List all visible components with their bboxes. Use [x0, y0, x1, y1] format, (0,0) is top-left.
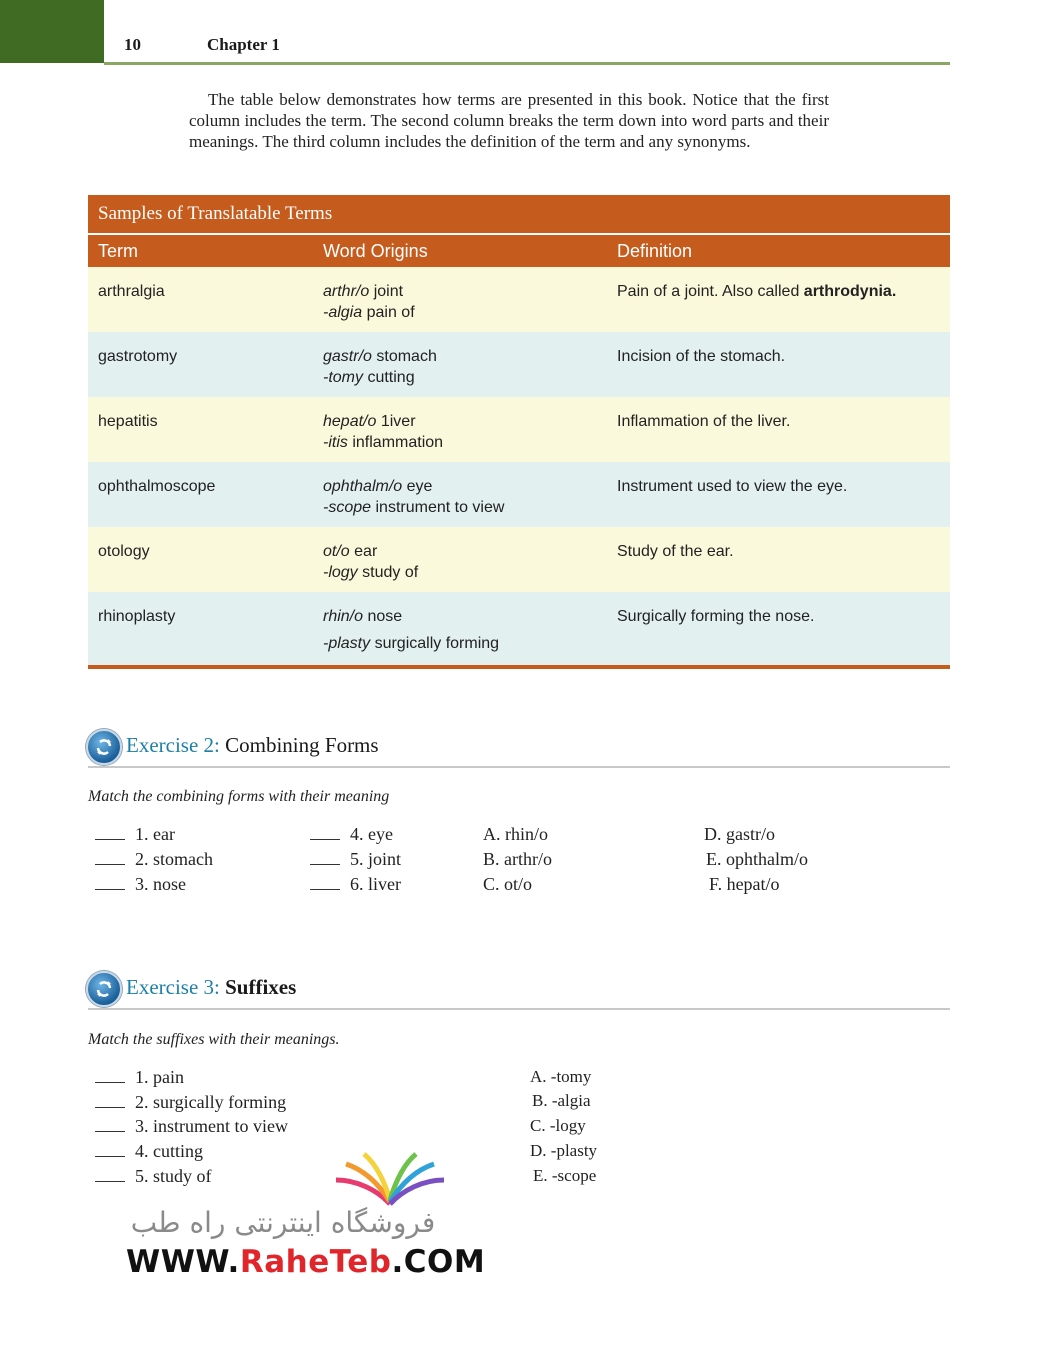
exercise-3-item — [95, 1141, 203, 1162]
combining-form: gastr/o — [323, 348, 372, 365]
table-title: Samples of Translatable Terms — [88, 195, 950, 233]
combining-form: rhin/o — [323, 608, 364, 625]
exercise-3-item — [95, 1116, 288, 1137]
exercise-3-rule — [88, 1008, 950, 1010]
suffix-meaning: pain of — [366, 304, 415, 321]
exercise-3-item — [95, 1092, 286, 1113]
root-meaning: joint — [373, 283, 404, 300]
origins-cell — [312, 606, 607, 665]
suffix-meaning: inflammation — [352, 434, 444, 451]
origins-cell — [312, 281, 607, 332]
suffix: -algia — [323, 304, 363, 321]
answer-blank[interactable] — [95, 1082, 125, 1083]
exercise-2-option: A. rhin/o — [483, 824, 548, 844]
exercise-3-instruction: Match the suffixes with their meanings. — [88, 1031, 340, 1048]
header-rule — [104, 62, 950, 65]
exercise-name: Combining Forms — [225, 733, 379, 757]
term-cell: rhinoplasty — [98, 608, 176, 625]
exercise-2-rule — [88, 766, 950, 768]
item-text: 6. liver — [350, 874, 401, 894]
definition-cell: Incision of the stomach. — [617, 348, 786, 365]
table-row — [88, 462, 950, 527]
definition-cell: Study of the ear. — [617, 543, 734, 560]
item-text: 1. pain — [135, 1067, 184, 1087]
root-meaning: nose — [367, 608, 403, 625]
answer-blank[interactable] — [310, 889, 340, 890]
root-meaning: 1iver — [380, 413, 416, 430]
exercise-3-option: A. -tomy — [530, 1067, 592, 1086]
exercise-3-option: C. -logy — [530, 1116, 586, 1135]
table-row — [88, 397, 950, 462]
item-text: 4. cutting — [135, 1141, 203, 1161]
header-term: Term — [98, 240, 138, 261]
root-meaning: ear — [354, 543, 378, 560]
refresh-icon — [86, 729, 122, 765]
watermark-persian-text: فروشگاه اینترنتی راه طب — [130, 1206, 436, 1239]
suffix: -tomy — [323, 369, 363, 386]
exercise-2-option: B. arthr/o — [483, 849, 552, 869]
definition-cell: Surgically forming the nose. — [617, 608, 815, 625]
terms-table — [88, 195, 950, 669]
item-text: 5. joint — [350, 849, 402, 869]
combining-form: hepat/o — [323, 413, 377, 430]
intro-paragraph — [189, 89, 829, 152]
exercise-2-item — [95, 874, 186, 895]
suffix-meaning: study of — [362, 564, 419, 581]
exercise-2-item — [310, 849, 401, 870]
table-header-row — [88, 235, 950, 267]
term-cell: gastrotomy — [98, 348, 178, 365]
definition-cell: Instrument used to view the eye. — [617, 478, 848, 495]
exercise-3-option: B. -algia — [532, 1091, 591, 1110]
exercise-2-title — [126, 733, 379, 758]
origins-cell — [312, 346, 607, 397]
origins-cell — [312, 476, 607, 527]
exercise-2-option: C. ot/o — [483, 874, 533, 894]
header-color-block — [0, 0, 104, 63]
answer-blank[interactable] — [95, 1107, 125, 1108]
item-text: 3. nose — [135, 874, 186, 894]
answer-blank[interactable] — [95, 864, 125, 865]
url-prefix: WWW. — [126, 1244, 240, 1280]
exercise-label: Exercise 3: — [126, 975, 220, 999]
answer-blank[interactable] — [95, 1131, 125, 1132]
combining-form: ophthalm/o — [323, 478, 403, 495]
table-row — [88, 527, 950, 592]
item-text: 4. eye — [350, 824, 393, 844]
chapter-title: Chapter 1 — [207, 35, 280, 54]
intro-text: The table below demonstrates how terms are presented in this book. Notice that the first column includes the term. The second column breaks the term down into word parts and their meanings. The third column includes the definition of the term and any synonyms. — [189, 90, 829, 151]
combining-form: ot/o — [323, 543, 350, 560]
suffix-meaning: cutting — [367, 369, 415, 386]
answer-blank[interactable] — [95, 839, 125, 840]
item-text: 2. stomach — [135, 849, 213, 869]
header-definition: Definition — [617, 240, 693, 261]
answer-blank[interactable] — [95, 889, 125, 890]
origins-cell — [312, 541, 607, 592]
origins-cell — [312, 411, 607, 462]
root-meaning: stomach — [376, 348, 437, 365]
page-number: 10 — [124, 35, 141, 54]
term-cell: hepatitis — [98, 413, 158, 430]
book-logo-icon — [332, 1150, 448, 1206]
exercise-2-item — [95, 849, 213, 870]
table-row — [88, 267, 950, 332]
suffix: -itis — [323, 434, 348, 451]
suffix-meaning: surgically forming — [374, 635, 500, 652]
item-text: 1. ear — [135, 824, 175, 844]
exercise-label: Exercise 2: — [126, 733, 220, 757]
exercise-2-option: E. ophthalm/o — [706, 849, 808, 869]
suffix: -plasty — [323, 635, 371, 652]
exercise-3-title — [126, 975, 296, 1000]
refresh-icon — [86, 971, 122, 1007]
exercise-3-item — [95, 1067, 184, 1088]
header-word-origins: Word Origins — [323, 240, 428, 261]
exercise-name: Suffixes — [225, 975, 297, 999]
table-bottom-rule — [88, 665, 950, 669]
exercise-2-instruction: Match the combining forms with their meaning — [88, 788, 390, 805]
answer-blank[interactable] — [310, 864, 340, 865]
suffix-meaning: instrument to view — [375, 499, 505, 516]
suffix: -scope — [323, 499, 372, 516]
exercise-2-option: D. gastr/o — [704, 824, 775, 844]
definition-text: Pain of a joint. Also called — [617, 283, 800, 300]
table-row — [88, 332, 950, 397]
answer-blank[interactable] — [95, 1156, 125, 1157]
exercise-3-item — [95, 1166, 212, 1187]
url-brand: RaheTeb — [239, 1244, 392, 1280]
exercise-2-item — [310, 824, 393, 845]
synonym-text: arthrodynia. — [803, 283, 897, 300]
item-text: 2. surgically forming — [135, 1092, 287, 1112]
combining-form: arthr/o — [323, 283, 370, 300]
definition-cell — [607, 281, 950, 332]
exercise-3-option: D. -plasty — [530, 1141, 598, 1160]
definition-cell: Inflammation of the liver. — [617, 413, 791, 430]
root-meaning: eye — [406, 478, 433, 495]
answer-blank[interactable] — [95, 1181, 125, 1182]
suffix: -logy — [323, 564, 358, 581]
item-text: 5. study of — [135, 1166, 212, 1186]
answer-blank[interactable] — [310, 839, 340, 840]
term-cell: arthralgia — [98, 283, 165, 300]
exercise-2-option: F. hepat/o — [709, 874, 780, 894]
exercise-2-item — [95, 824, 175, 845]
term-cell: otology — [98, 543, 150, 560]
term-cell: ophthalmoscope — [98, 478, 216, 495]
exercise-2-item — [310, 874, 401, 895]
url-suffix: .COM — [391, 1244, 486, 1280]
table-row — [88, 592, 950, 665]
item-text: 3. instrument to view — [135, 1116, 288, 1136]
exercise-3-option: E. -scope — [533, 1166, 597, 1185]
watermark-url — [126, 1244, 485, 1280]
